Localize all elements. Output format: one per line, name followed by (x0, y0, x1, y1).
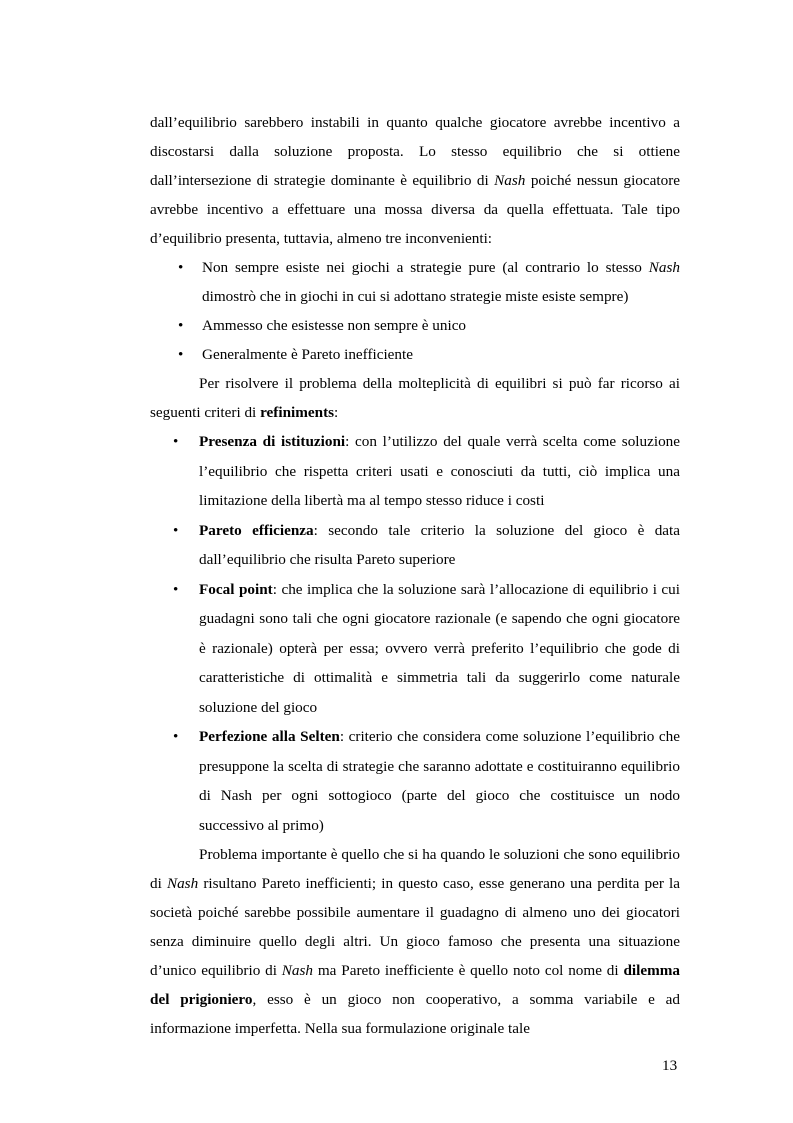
list-item: • Ammesso che esistesse non sempre è unico (150, 311, 680, 340)
list-item: • Presenza di istituzioni: con l’utilizzo del quale verrà scelta come soluzione l’equilibrio che rispetta criteri usati e conosciuti da tutti, ciò implica una limitazione della libertà ma al tempo stesso riduce i costi (150, 427, 680, 516)
list-item: • Generalmente è Pareto inefficiente (150, 340, 680, 369)
paragraph-3: Problema importante è quello che si ha quando le soluzioni che sono equilibrio di Nash risultano Pareto inefficienti; in questo caso, esse generano una perdita per la società poiché sarebbe possibile aumentare il guadagno di almeno uno dei giocatori senza diminuire quello degli altri. Un gioco famoso che presenta una situazione d’unico equilibrio di Nash ma Pareto inefficiente è quello noto col nome di dilemma del prigioniero, esso è un gioco non cooperativo, a somma variabile e ad informazione imperfetta. Nella sua formulazione originale tale (150, 846, 680, 1037)
page-number: 13 (662, 1057, 678, 1074)
page-body (150, 108, 680, 1043)
bullet-icon: • (173, 728, 179, 745)
nash-term: Nash (494, 172, 526, 189)
paragraph-2: Per risolvere il problema della molteplicità di equilibri si può far ricorso ai seguenti criteri di refiniments: (150, 375, 680, 421)
bullet-icon: • (178, 346, 184, 363)
bullet-icon: • (173, 433, 179, 450)
bullet-icon: • (173, 580, 179, 598)
list-item: • Pareto efficienza: secondo tale criterio la soluzione del gioco è data dall’equilibrio che risulta Pareto superiore (150, 516, 680, 575)
list-item: • Focal point: che implica che la soluzione sarà l’allocazione di equilibrio i cui guadagni sono tali che ogni giocatore razionale (e sapendo che ogni giocatore è razionale) opterà per essa; ovvero verrà preferito l’equilibrio che gode di caratteristiche di ottimalità e simmetria tali da suggerirlo come naturale soluzione del gioco (150, 575, 680, 723)
paragraph-1: dall’equilibrio sarebbero instabili in quanto qualche giocatore avrebbe incentivo a discostarsi dalla soluzione proposta. Lo stesso equilibrio che si ottiene dall’intersezione di strategie dominante è equilibrio di Nash poiché nessun giocatore avrebbe incentivo a effettuare una mossa diversa da quella effettuata. Tale tipo d’equilibrio presenta, tuttavia, almeno tre inconvenienti: (150, 114, 680, 247)
bullet-icon: • (178, 259, 184, 276)
inconvenients-list (150, 253, 680, 369)
list-item: • Perfezione alla Selten: criterio che considera come soluzione l’equilibrio che presuppone la scelta di strategie che saranno adottate e costituiranno equilibrio di Nash per ogni sottogioco (parte del gioco che costituisce un nodo successivo al primo) (150, 722, 680, 840)
list-item: • Non sempre esiste nei giochi a strategie pure (al contrario lo stesso Nash dimostrò che in giochi in cui si adottano strategie miste esiste sempre) (150, 253, 680, 311)
criteria-list (150, 427, 680, 840)
bullet-icon: • (178, 317, 184, 334)
bullet-icon: • (173, 521, 179, 539)
